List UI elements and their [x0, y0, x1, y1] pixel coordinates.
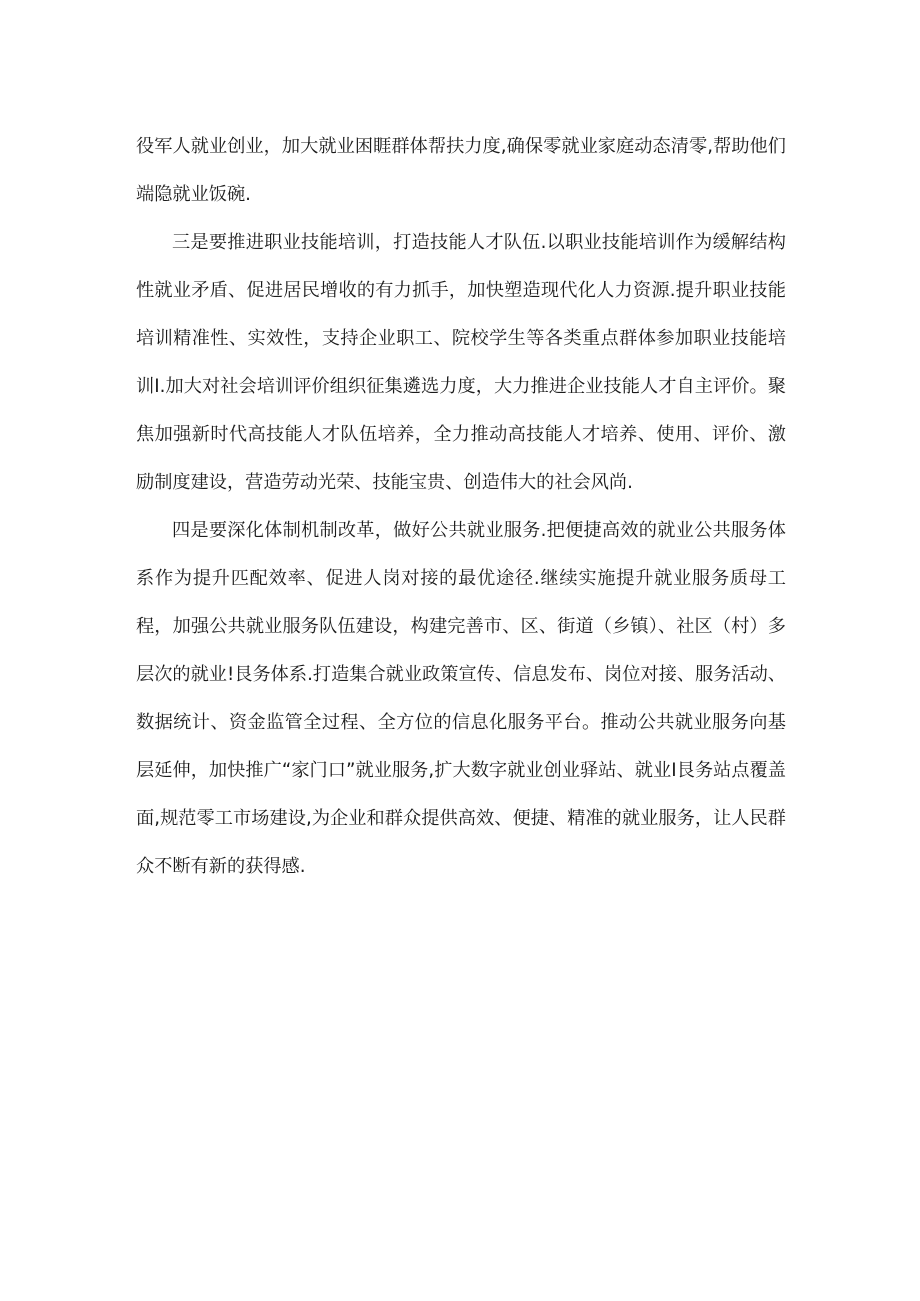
paragraph-public-employment-services: 四是要深化体制机制改革，做好公共就业服务.把便捷高效的就业公共服务体系作为提升匹配效率、促进人岗对接的最优途径.继续实施提升就业服务质母工程，加强公共就业服务队伍建设，构建完善市、区、街道（乡镇）、社区（村）多层次的就业!艮务体系.打造集合就业政策宣传、信息发布、岗位对接、服务活动、数据统计、资金监管全过程、全方位的信息化服务平台。推动公共就业服务向基层延伸，加快推广“家门口”就业服务,扩大数字就业创业驿站、就业I艮务站点覆盖面,规范零工市场建设,为企业和群众提供高效、便捷、精准的就业服务，让人民群众不断有新的获得感. [136, 520, 786, 877]
paragraph-continuation: 役军人就业创业，加大就业困睚群体帮扶力度,确保零就业家庭动态清零,帮助他们端隐就业饭碗. [136, 136, 786, 205]
document-body [136, 123, 786, 891]
paragraph-skills-training: 三是要推进职业技能培训，打造技能人才队伍.以职业技能培训作为缓解结构性就业矛盾、促进居民增收的有力抓手，加快塑造现代化人力资源.提升职业技能培训精准性、实效性，支持企业职工、院校学生等各类重点群体参加职业技能培训I.加大对社会培训评价组织征集遴选力度，大力推进企业技能人才自主评价。聚焦加强新时代高技能人才队伍培养，全力推动高技能人才培养、使用、评价、激励制度建设，营造劳动光荣、技能宝贵、创造伟大的社会风尚. [136, 232, 786, 493]
